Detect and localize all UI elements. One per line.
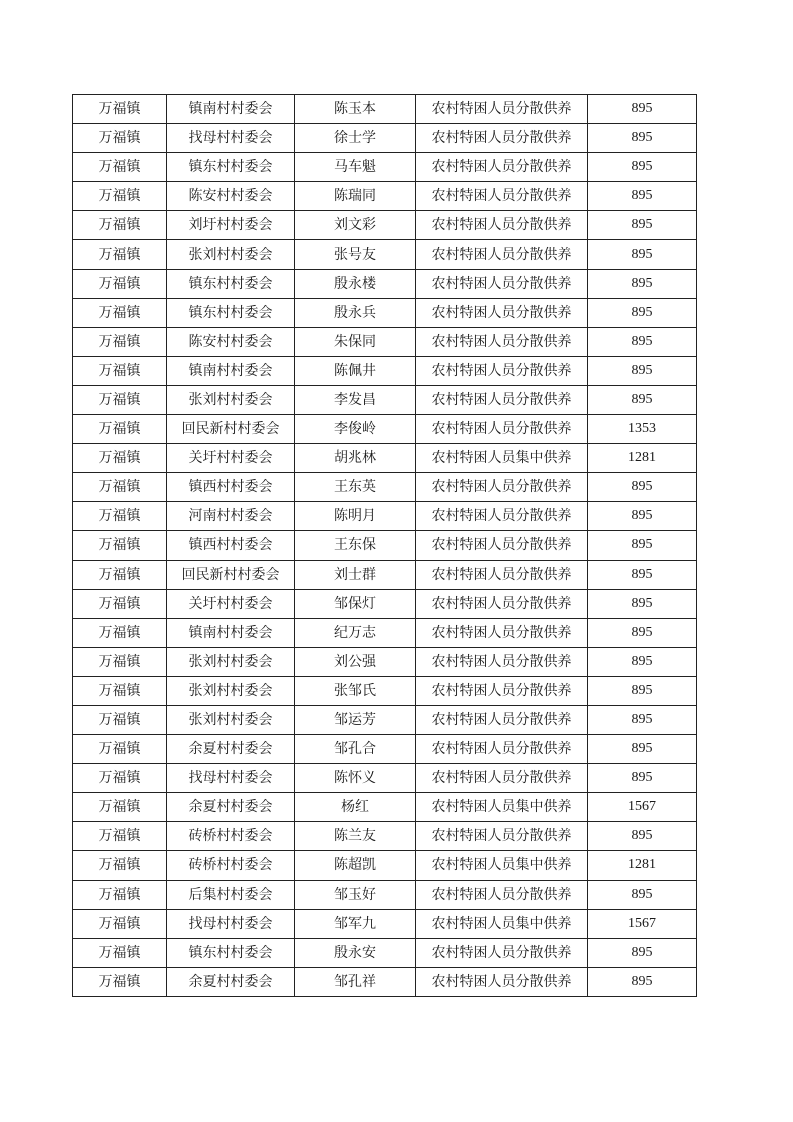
table-row: [73, 618, 697, 647]
category-cell: 农村特困人员分散供养: [416, 938, 588, 967]
category-cell: 农村特困人员分散供养: [416, 705, 588, 734]
name-cell: 陈玉本: [295, 95, 416, 124]
town-cell: 万福镇: [73, 502, 167, 531]
name-cell: 殷永楼: [295, 269, 416, 298]
town-cell: 万福镇: [73, 764, 167, 793]
amount-cell: 895: [588, 327, 697, 356]
category-cell: 农村特困人员分散供养: [416, 153, 588, 182]
table-row: [73, 444, 697, 473]
name-cell: 胡兆林: [295, 444, 416, 473]
table-row: [73, 822, 697, 851]
name-cell: 陈超凯: [295, 851, 416, 880]
town-cell: 万福镇: [73, 938, 167, 967]
town-cell: 万福镇: [73, 822, 167, 851]
amount-cell: 895: [588, 531, 697, 560]
category-cell: 农村特困人员分散供养: [416, 124, 588, 153]
name-cell: 王东英: [295, 473, 416, 502]
village-committee-cell: 回民新村村委会: [167, 415, 295, 444]
village-committee-cell: 张刘村村委会: [167, 385, 295, 414]
town-cell: 万福镇: [73, 618, 167, 647]
name-cell: 陈瑞同: [295, 182, 416, 211]
village-committee-cell: 张刘村村委会: [167, 240, 295, 269]
amount-cell: 895: [588, 938, 697, 967]
roster-table: [72, 94, 697, 997]
name-cell: 邹孔祥: [295, 967, 416, 996]
table-row: [73, 327, 697, 356]
amount-cell: 895: [588, 473, 697, 502]
category-cell: 农村特困人员分散供养: [416, 676, 588, 705]
amount-cell: 895: [588, 589, 697, 618]
amount-cell: 895: [588, 502, 697, 531]
category-cell: 农村特困人员集中供养: [416, 909, 588, 938]
name-cell: 殷永兵: [295, 298, 416, 327]
name-cell: 邹孔合: [295, 735, 416, 764]
amount-cell: 1567: [588, 909, 697, 938]
name-cell: 张邹氏: [295, 676, 416, 705]
village-committee-cell: 陈安村村委会: [167, 327, 295, 356]
table-row: [73, 356, 697, 385]
amount-cell: 895: [588, 356, 697, 385]
amount-cell: 895: [588, 705, 697, 734]
name-cell: 朱保同: [295, 327, 416, 356]
table-row: [73, 211, 697, 240]
name-cell: 张号友: [295, 240, 416, 269]
name-cell: 李发昌: [295, 385, 416, 414]
category-cell: 农村特困人员分散供养: [416, 560, 588, 589]
town-cell: 万福镇: [73, 298, 167, 327]
table-row: [73, 589, 697, 618]
town-cell: 万福镇: [73, 444, 167, 473]
town-cell: 万福镇: [73, 676, 167, 705]
town-cell: 万福镇: [73, 473, 167, 502]
name-cell: 陈明月: [295, 502, 416, 531]
village-committee-cell: 刘圩村村委会: [167, 211, 295, 240]
town-cell: 万福镇: [73, 647, 167, 676]
name-cell: 刘公强: [295, 647, 416, 676]
village-committee-cell: 镇南村村委会: [167, 95, 295, 124]
table-row: [73, 240, 697, 269]
town-cell: 万福镇: [73, 124, 167, 153]
category-cell: 农村特困人员分散供养: [416, 880, 588, 909]
name-cell: 刘士群: [295, 560, 416, 589]
category-cell: 农村特困人员分散供养: [416, 385, 588, 414]
name-cell: 邹玉好: [295, 880, 416, 909]
table-row: [73, 705, 697, 734]
town-cell: 万福镇: [73, 793, 167, 822]
village-committee-cell: 镇东村村委会: [167, 153, 295, 182]
name-cell: 纪万志: [295, 618, 416, 647]
town-cell: 万福镇: [73, 153, 167, 182]
name-cell: 刘文彩: [295, 211, 416, 240]
category-cell: 农村特困人员分散供养: [416, 415, 588, 444]
table-row: [73, 502, 697, 531]
category-cell: 农村特困人员分散供养: [416, 473, 588, 502]
village-committee-cell: 余夏村村委会: [167, 793, 295, 822]
town-cell: 万福镇: [73, 385, 167, 414]
village-committee-cell: 镇南村村委会: [167, 356, 295, 385]
category-cell: 农村特困人员分散供养: [416, 356, 588, 385]
table-row: [73, 880, 697, 909]
town-cell: 万福镇: [73, 211, 167, 240]
table-row: [73, 909, 697, 938]
town-cell: 万福镇: [73, 880, 167, 909]
name-cell: 陈怀义: [295, 764, 416, 793]
amount-cell: 895: [588, 735, 697, 764]
amount-cell: 895: [588, 560, 697, 589]
amount-cell: 1281: [588, 851, 697, 880]
table-row: [73, 851, 697, 880]
name-cell: 陈佩井: [295, 356, 416, 385]
amount-cell: 895: [588, 676, 697, 705]
name-cell: 马车魁: [295, 153, 416, 182]
village-committee-cell: 张刘村村委会: [167, 676, 295, 705]
table-row: [73, 182, 697, 211]
category-cell: 农村特困人员分散供养: [416, 240, 588, 269]
amount-cell: 895: [588, 647, 697, 676]
amount-cell: 1353: [588, 415, 697, 444]
category-cell: 农村特困人员分散供养: [416, 589, 588, 618]
town-cell: 万福镇: [73, 967, 167, 996]
village-committee-cell: 镇东村村委会: [167, 269, 295, 298]
amount-cell: 895: [588, 822, 697, 851]
table-row: [73, 560, 697, 589]
table-row: [73, 153, 697, 182]
table-row: [73, 647, 697, 676]
category-cell: 农村特困人员分散供养: [416, 502, 588, 531]
town-cell: 万福镇: [73, 356, 167, 385]
town-cell: 万福镇: [73, 531, 167, 560]
amount-cell: 895: [588, 618, 697, 647]
table-row: [73, 269, 697, 298]
amount-cell: 895: [588, 385, 697, 414]
category-cell: 农村特困人员集中供养: [416, 444, 588, 473]
town-cell: 万福镇: [73, 95, 167, 124]
name-cell: 陈兰友: [295, 822, 416, 851]
category-cell: 农村特困人员集中供养: [416, 851, 588, 880]
town-cell: 万福镇: [73, 269, 167, 298]
village-committee-cell: 镇东村村委会: [167, 938, 295, 967]
village-committee-cell: 陈安村村委会: [167, 182, 295, 211]
village-committee-cell: 砖桥村村委会: [167, 822, 295, 851]
village-committee-cell: 关圩村村委会: [167, 444, 295, 473]
name-cell: 殷永安: [295, 938, 416, 967]
table-row: [73, 735, 697, 764]
amount-cell: 895: [588, 211, 697, 240]
name-cell: 李俊岭: [295, 415, 416, 444]
village-committee-cell: 砖桥村村委会: [167, 851, 295, 880]
category-cell: 农村特困人员分散供养: [416, 822, 588, 851]
village-committee-cell: 找母村村委会: [167, 124, 295, 153]
category-cell: 农村特困人员分散供养: [416, 327, 588, 356]
name-cell: 邹军九: [295, 909, 416, 938]
table-row: [73, 967, 697, 996]
name-cell: 邹运芳: [295, 705, 416, 734]
table-row: [73, 793, 697, 822]
table-row: [73, 95, 697, 124]
village-committee-cell: 张刘村村委会: [167, 647, 295, 676]
amount-cell: 895: [588, 182, 697, 211]
amount-cell: 895: [588, 298, 697, 327]
name-cell: 杨红: [295, 793, 416, 822]
village-committee-cell: 后集村村委会: [167, 880, 295, 909]
category-cell: 农村特困人员分散供养: [416, 298, 588, 327]
table-row: [73, 676, 697, 705]
village-committee-cell: 镇西村村委会: [167, 473, 295, 502]
name-cell: 徐士学: [295, 124, 416, 153]
category-cell: 农村特困人员分散供养: [416, 967, 588, 996]
amount-cell: 895: [588, 95, 697, 124]
category-cell: 农村特困人员分散供养: [416, 764, 588, 793]
category-cell: 农村特困人员分散供养: [416, 735, 588, 764]
category-cell: 农村特困人员分散供养: [416, 647, 588, 676]
category-cell: 农村特困人员分散供养: [416, 269, 588, 298]
town-cell: 万福镇: [73, 560, 167, 589]
village-committee-cell: 找母村村委会: [167, 909, 295, 938]
category-cell: 农村特困人员分散供养: [416, 95, 588, 124]
table-row: [73, 473, 697, 502]
town-cell: 万福镇: [73, 327, 167, 356]
amount-cell: 1567: [588, 793, 697, 822]
table-row: [73, 124, 697, 153]
category-cell: 农村特困人员分散供养: [416, 211, 588, 240]
amount-cell: 895: [588, 269, 697, 298]
table-row: [73, 938, 697, 967]
town-cell: 万福镇: [73, 735, 167, 764]
village-committee-cell: 镇东村村委会: [167, 298, 295, 327]
town-cell: 万福镇: [73, 415, 167, 444]
village-committee-cell: 河南村村委会: [167, 502, 295, 531]
amount-cell: 895: [588, 153, 697, 182]
table-row: [73, 415, 697, 444]
village-committee-cell: 镇西村村委会: [167, 531, 295, 560]
village-committee-cell: 关圩村村委会: [167, 589, 295, 618]
amount-cell: 895: [588, 880, 697, 909]
name-cell: 王东保: [295, 531, 416, 560]
village-committee-cell: 余夏村村委会: [167, 967, 295, 996]
amount-cell: 895: [588, 764, 697, 793]
town-cell: 万福镇: [73, 589, 167, 618]
town-cell: 万福镇: [73, 851, 167, 880]
village-committee-cell: 张刘村村委会: [167, 705, 295, 734]
village-committee-cell: 回民新村村委会: [167, 560, 295, 589]
village-committee-cell: 余夏村村委会: [167, 735, 295, 764]
amount-cell: 895: [588, 967, 697, 996]
roster-table-body: [73, 95, 697, 997]
amount-cell: 895: [588, 240, 697, 269]
category-cell: 农村特困人员分散供养: [416, 182, 588, 211]
village-committee-cell: 找母村村委会: [167, 764, 295, 793]
name-cell: 邹保灯: [295, 589, 416, 618]
town-cell: 万福镇: [73, 182, 167, 211]
village-committee-cell: 镇南村村委会: [167, 618, 295, 647]
town-cell: 万福镇: [73, 705, 167, 734]
amount-cell: 895: [588, 124, 697, 153]
table-row: [73, 764, 697, 793]
category-cell: 农村特困人员集中供养: [416, 793, 588, 822]
table-row: [73, 531, 697, 560]
category-cell: 农村特困人员分散供养: [416, 531, 588, 560]
table-row: [73, 385, 697, 414]
table-row: [73, 298, 697, 327]
town-cell: 万福镇: [73, 240, 167, 269]
town-cell: 万福镇: [73, 909, 167, 938]
category-cell: 农村特困人员分散供养: [416, 618, 588, 647]
amount-cell: 1281: [588, 444, 697, 473]
